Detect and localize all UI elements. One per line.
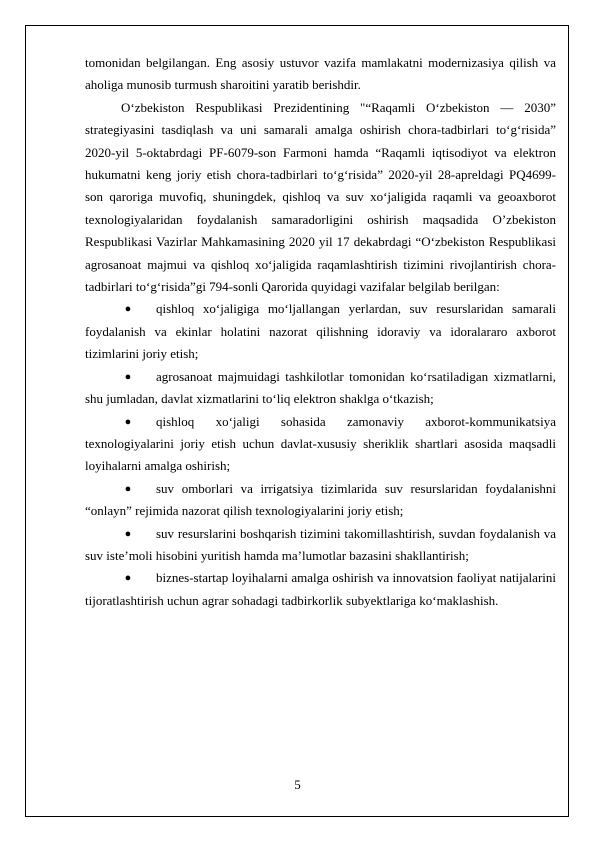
bullet-icon: ●: [124, 303, 132, 316]
bullet-icon: ●: [124, 415, 132, 428]
list-item: [85, 411, 556, 478]
paragraph-continuation: tomonidan belgilangan. Eng asosiy ustuvor vazifa mamlakatni modernizasiya qilish va aholiga munosib turmush sharoitini yaratib berishdir.: [85, 55, 556, 93]
page-number: 5: [294, 777, 301, 792]
list-item-text: biznes-startap loyihalarni amalga oshirish va innovatsion faoliyat natijalarini tijoratlashtirish uchun agrar sohadagi tadbirkorlik subyektlariga ko‘maklashish.: [85, 570, 556, 608]
bullet-icon: ●: [124, 482, 132, 495]
list-item-text: qishloq xo‘jaligi sohasida zamonaviy axborot-kommunikatsiya texnologiyalarini joriy etish uchun davlat-xususiy sheriklik shartlari asosida maqsadli loyihalarni amalga oshirish;: [85, 413, 556, 474]
list-item: [85, 366, 556, 411]
bullet-icon: ●: [124, 527, 132, 540]
list-item-text: qishloq xo‘jaligiga mo‘ljallangan yerlardan, suv resurslaridan samarali foydalanish va ekinlar holatini nazorat qilishning idoraviy va idoralararo axborot tizimlarini joriy etish;: [85, 301, 556, 362]
bullet-icon: ●: [124, 572, 132, 585]
list-item-text: suv omborlari va irrigatsiya tizimlarida suv resurslaridan foydalanishni “onlayn” rejimida nazorat qilish texnologiyalarini joriy etish;: [85, 480, 556, 519]
list-item: [85, 567, 556, 612]
list-item: [85, 523, 556, 568]
paragraph-decree: O‘zbekiston Respublikasi Prezidentining "“Raqamli O‘zbekiston — 2030” strategiyasini tasdiqlash va uni samarali amalga oshirish chora-tadbirlari to‘g‘risida” 2020-yil 5-oktabrdagi PF-6079-son Farmoni hamda “Raqamli iqtisodiyot va elektron hukumatni keng joriy etish chora-tadbirlari to‘g‘risida” 2020-yil 28-apreldagi PQ4699-son qaroriga muvofiq, shuningdek, qishloq va suv xo‘jaligida raqamli va geoaxborot texnologiyalaridan foydalanish samaradorligini oshirish maqsadida O’zbekiston Respublikasi Vazirlar Mahkamasining 2020 yil 17 dekabrdagi “O‘zbekiston Respublikasi agrosanoat majmui va qishloq xo‘jaligida raqamlashtirish tizimini rivojlantirish chora-tadbirlari to‘g‘risida”gi 794-sonli Qarorida quyidagi vazifalar belgilab berilgan:: [85, 99, 556, 295]
list-item: [85, 478, 556, 523]
list-item-text: agrosanoat majmuidagi tashkilotlar tomonidan ko‘rsatiladigan xizmatlarni, shu jumladan, davlat xizmatlarini to‘liq elektron shaklga o‘tkazish;: [85, 368, 556, 407]
document-body: [85, 52, 556, 612]
bullet-icon: ●: [124, 370, 132, 383]
list-item-text: suv resurslarini boshqarish tizimini takomillashtirish, suvdan foydalanish va suv iste’moli hisobini yuritish hamda ma’lumotlar bazasini shakllantirish;: [85, 525, 556, 563]
list-item: [85, 298, 556, 365]
